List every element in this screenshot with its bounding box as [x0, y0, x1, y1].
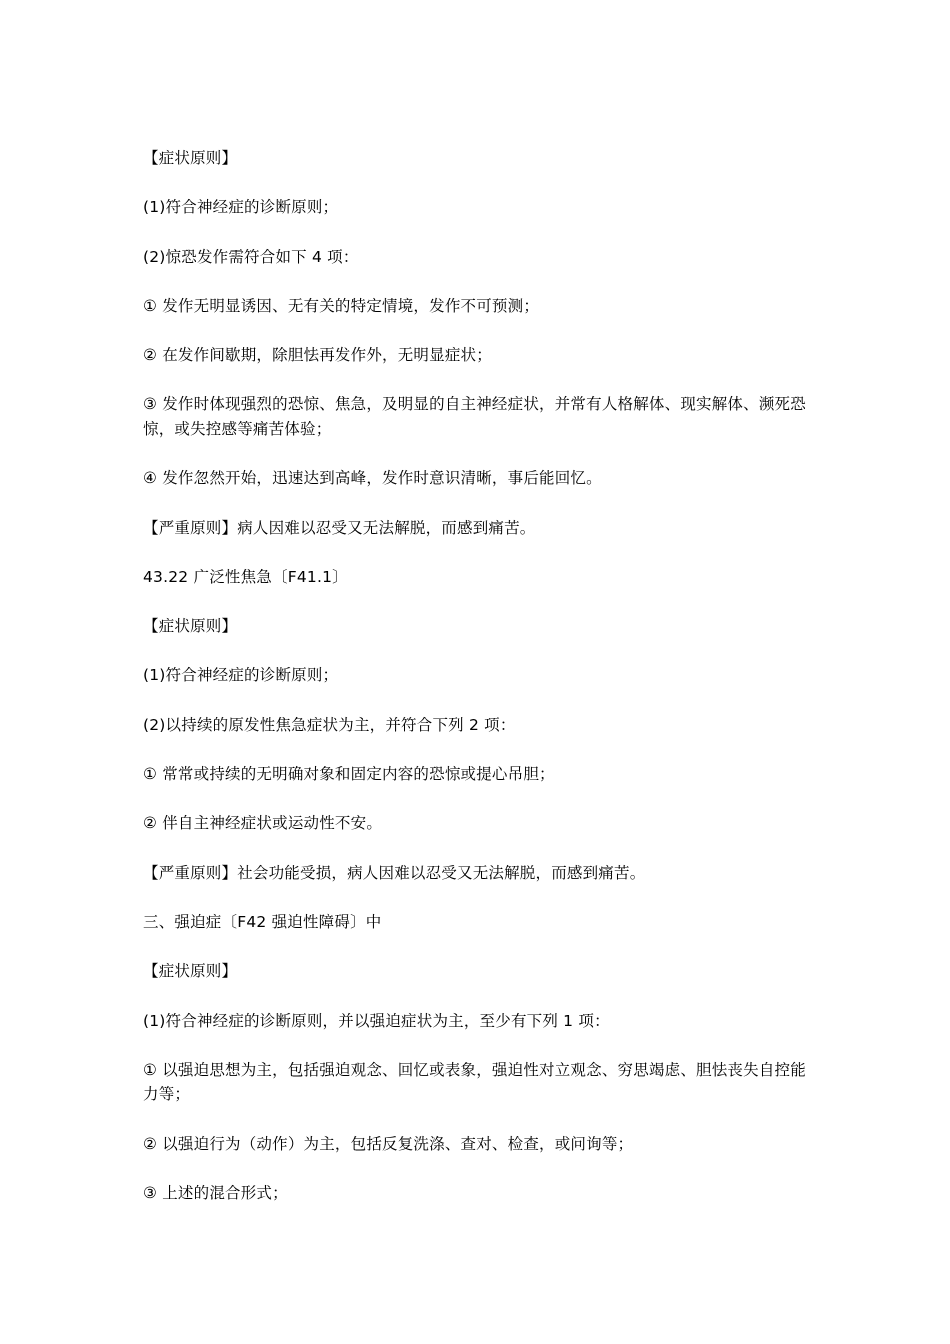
sub-criterion-item: ③ 发作时体现强烈的恐惊、焦急，及明显的自主神经症状，并常有人格解体、现实解体、濒死恐惊，或失控感等痛苦体验； [143, 395, 806, 438]
severity-criteria: 【严重原则】病人因难以忍受又无法解脱，而感到痛苦。 [143, 518, 536, 537]
criterion-item: (2)惊恐发作需符合如下 4 项： [143, 247, 359, 266]
criterion-item: (1)符合神经症的诊断原则； [143, 198, 339, 217]
section-title-ocd: 三、强迫症〔F42 强迫性障碍〕中 [143, 912, 382, 931]
sub-criterion-item: ④ 发作忽然开始，迅速达到高峰，发作时意识清晰，事后能回忆。 [143, 469, 602, 488]
sub-criterion-item: ③ 上述的混合形式； [143, 1183, 288, 1202]
section-heading-symptom-criteria: 【症状原则】 [143, 962, 238, 981]
sub-criterion-item: ② 伴自主神经症状或运动性不安。 [143, 814, 383, 833]
criterion-item: (1)符合神经症的诊断原则，并以强迫症状为主，至少有下列 1 项： [143, 1011, 610, 1030]
criterion-item: (2)以持续的原发性焦急症状为主，并符合下列 2 项： [143, 715, 516, 734]
sub-criterion-item: ① 以强迫思想为主，包括强迫观念、回忆或表象，强迫性对立观念、穷思竭虑、胆怯丧失自控能力等； [143, 1060, 806, 1104]
section-title-gad: 43.22 广泛性焦急〔F41.1〕 [143, 567, 348, 586]
sub-criterion-item: ② 以强迫行为（动作）为主，包括反复洗涤、查对、检查，或问询等； [143, 1134, 634, 1153]
severity-criteria: 【严重原则】社会功能受损，病人因难以忍受又无法解脱，而感到痛苦。 [143, 863, 646, 882]
section-heading-symptom-criteria: 【症状原则】 [143, 149, 238, 167]
document-body [143, 146, 818, 1230]
criterion-item: (1)符合神经症的诊断原则； [143, 666, 339, 685]
section-heading-symptom-criteria: 【症状原则】 [143, 617, 238, 636]
sub-criterion-item: ① 发作无明显诱因、无有关的特定情境，发作不可预测； [143, 296, 540, 315]
sub-criterion-item: ① 常常或持续的无明确对象和固定内容的恐惊或提心吊胆； [143, 765, 555, 784]
sub-criterion-item: ② 在发作间歇期，除胆怯再发作外，无明显症状； [143, 346, 492, 365]
